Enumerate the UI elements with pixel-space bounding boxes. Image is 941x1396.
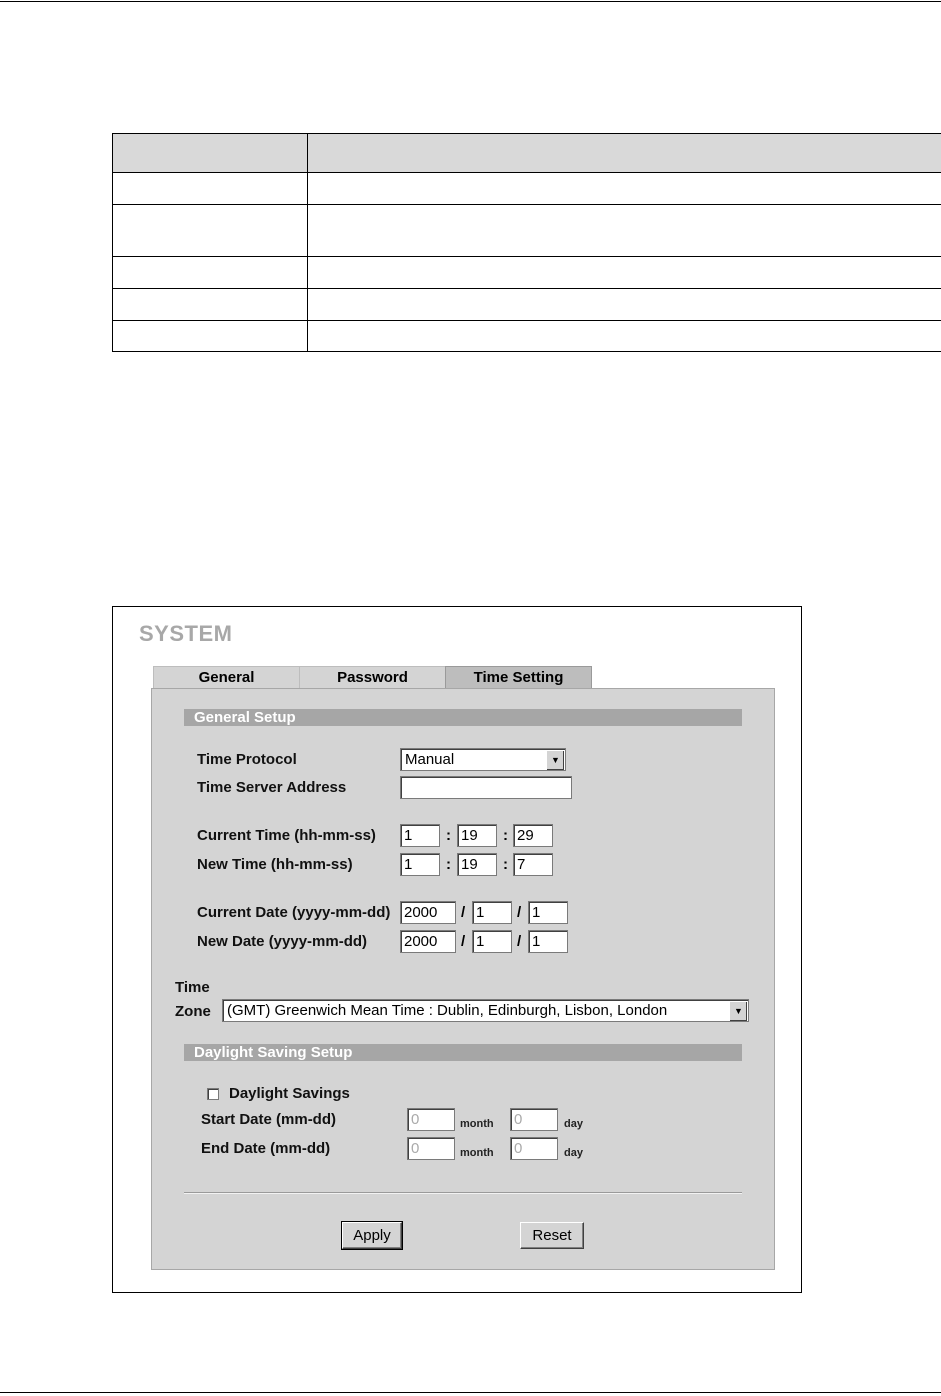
table-header-cell [113, 134, 308, 173]
new-time-hh[interactable]: 1 [400, 853, 440, 876]
tab-time-setting[interactable]: Time Setting [445, 666, 592, 688]
time-protocol-select[interactable] [400, 748, 566, 771]
start-date-month-input[interactable]: 0 [407, 1108, 455, 1131]
daylight-saving-heading: Daylight Saving Setup [184, 1044, 742, 1061]
chevron-down-icon[interactable]: ▼ [546, 750, 564, 770]
new-date-yyyy[interactable]: 2000 [400, 930, 456, 953]
current-time-hh[interactable]: 1 [400, 824, 440, 847]
date-separator: / [517, 933, 522, 950]
system-title: SYSTEM [139, 621, 233, 646]
daylight-savings-label: Daylight Savings [229, 1085, 350, 1102]
table-row [113, 173, 941, 205]
new-date-mm[interactable]: 1 [472, 930, 512, 953]
current-date-label: Current Date (yyyy-mm-dd) [197, 904, 391, 921]
time-separator: : [503, 856, 508, 873]
reference-table [112, 133, 941, 352]
end-date-month-input[interactable]: 0 [407, 1137, 455, 1160]
current-time-mm[interactable]: 19 [457, 824, 497, 847]
new-time-ss[interactable]: 7 [513, 853, 553, 876]
current-date-mm[interactable]: 1 [472, 901, 512, 924]
tab-general[interactable]: General [153, 666, 300, 688]
date-separator: / [461, 933, 466, 950]
table-row [113, 205, 941, 257]
start-date-day-input[interactable]: 0 [510, 1108, 558, 1131]
current-time-label: Current Time (hh-mm-ss) [197, 827, 376, 844]
time-separator: : [503, 827, 508, 844]
time-server-address-label: Time Server Address [197, 779, 347, 796]
divider [184, 1192, 742, 1194]
reset-button[interactable]: Reset [520, 1222, 584, 1249]
settings-panel [151, 688, 775, 1270]
day-unit-label: day [564, 1147, 583, 1159]
time-protocol-label: Time Protocol [197, 751, 297, 768]
time-separator: : [446, 827, 451, 844]
apply-button[interactable]: Apply [342, 1222, 402, 1249]
day-unit-label: day [564, 1118, 583, 1130]
end-date-label: End Date (mm-dd) [201, 1140, 331, 1157]
new-date-dd[interactable]: 1 [528, 930, 568, 953]
time-zone-select[interactable] [222, 999, 749, 1022]
tab-password[interactable]: Password [299, 666, 446, 688]
month-unit-label: month [460, 1118, 494, 1130]
time-zone-value: (GMT) Greenwich Mean Time : Dublin, Edinburgh, Lisbon, London [227, 1002, 668, 1019]
page-top-rule [0, 1, 941, 2]
new-date-label: New Date (yyyy-mm-dd) [197, 933, 368, 950]
table-row [113, 289, 941, 321]
table-row [113, 321, 941, 352]
page-bottom-rule [0, 1392, 941, 1393]
screenshot-frame [112, 606, 802, 1293]
chevron-down-icon[interactable]: ▼ [729, 1001, 747, 1021]
table-header-cell [308, 134, 941, 173]
table-header-row [113, 134, 941, 173]
month-unit-label: month [460, 1147, 494, 1159]
general-setup-heading: General Setup [184, 709, 742, 726]
new-time-label: New Time (hh-mm-ss) [197, 856, 353, 873]
current-date-yyyy[interactable]: 2000 [400, 901, 456, 924]
time-protocol-value: Manual [405, 751, 455, 768]
time-separator: : [446, 856, 451, 873]
end-date-day-input[interactable]: 0 [510, 1137, 558, 1160]
current-time-ss[interactable]: 29 [513, 824, 553, 847]
new-time-mm[interactable]: 19 [457, 853, 497, 876]
table-row [113, 257, 941, 289]
time-zone-label-line1: Time [175, 979, 210, 996]
date-separator: / [461, 904, 466, 921]
date-separator: / [517, 904, 522, 921]
time-server-address-input[interactable] [400, 776, 572, 799]
time-zone-label-line2: Zone [175, 1003, 211, 1020]
start-date-label: Start Date (mm-dd) [201, 1111, 337, 1128]
current-date-dd[interactable]: 1 [528, 901, 568, 924]
daylight-savings-checkbox[interactable] [207, 1088, 219, 1100]
